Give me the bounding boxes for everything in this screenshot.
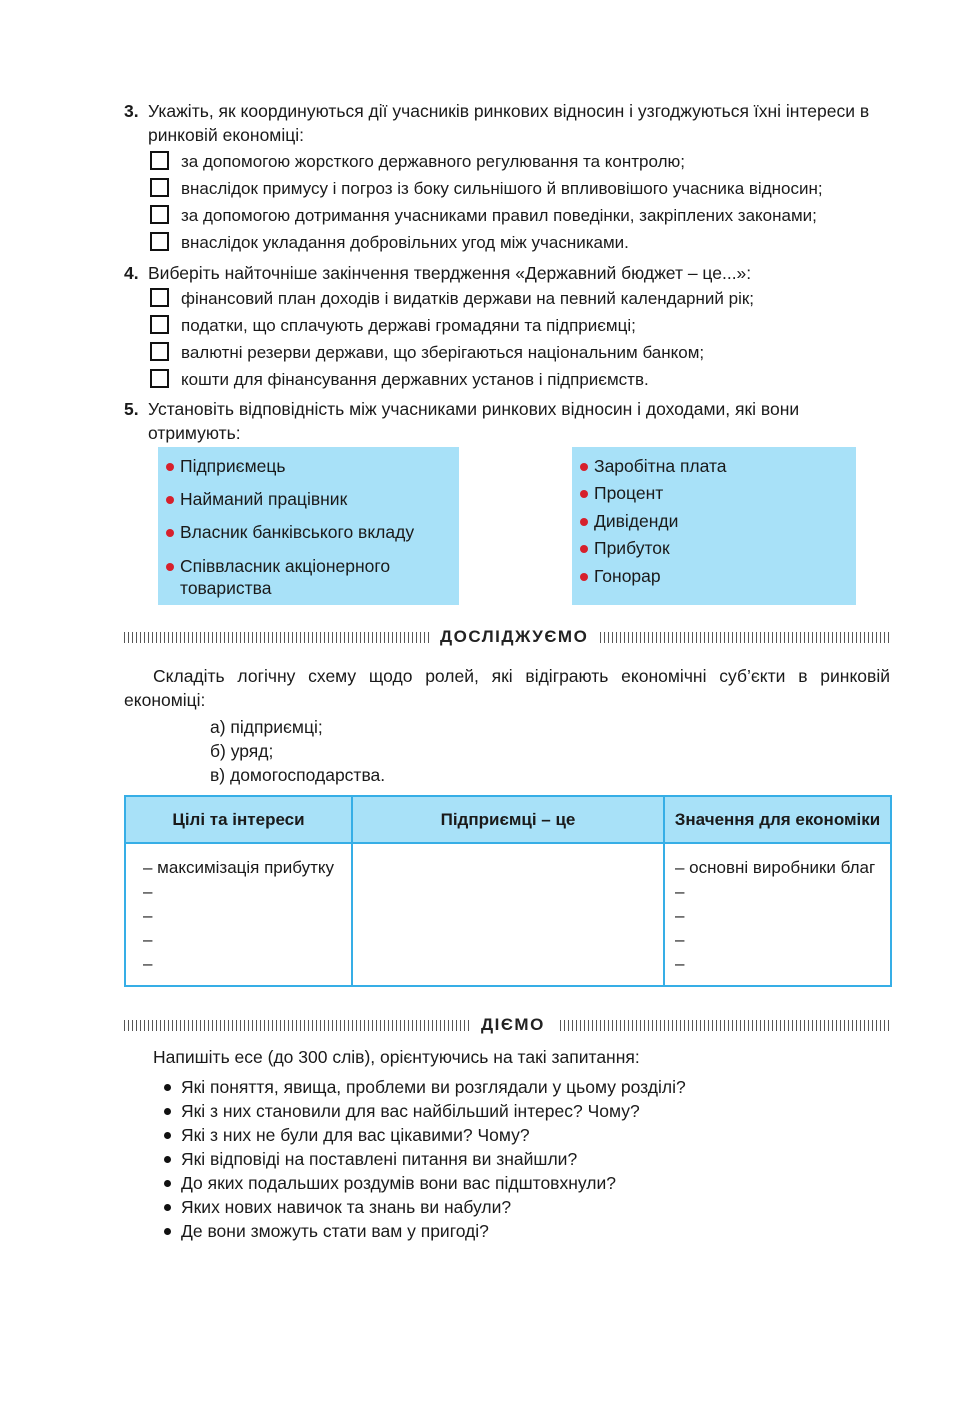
table-cell: – bbox=[675, 930, 685, 949]
question-3 bbox=[124, 99, 894, 147]
divider bbox=[124, 632, 430, 643]
bullet-icon bbox=[166, 463, 174, 471]
checkbox[interactable] bbox=[150, 369, 169, 388]
question-text: Установіть відповідність між учасниками ринкових відносин і доходами, які вони отримують: bbox=[148, 399, 800, 443]
bullet-icon bbox=[166, 529, 174, 537]
participants-box: Підприємець Найманий працівник Власник банківського вкладу Співвласник акціонерного товариства bbox=[158, 447, 459, 605]
bullet-icon bbox=[580, 490, 588, 498]
table-cell: – bbox=[675, 882, 685, 901]
question-number: 4. bbox=[124, 263, 139, 283]
bullet-icon bbox=[164, 1156, 171, 1163]
table-cell: – bbox=[675, 954, 685, 973]
checkbox[interactable] bbox=[150, 178, 169, 197]
bullet-icon bbox=[580, 518, 588, 526]
act-intro: Напишіть есе (до 300 слів), орієнтуючись на такі запитання: bbox=[153, 1047, 640, 1067]
option-label: податки, що сплачують державі громадяни та підприємці; bbox=[181, 316, 636, 335]
research-item: б) уряд; bbox=[210, 741, 274, 761]
option-label: валютні резерви держави, що зберігаються національним банком; bbox=[181, 343, 705, 362]
question-text: Виберіть найточніше закінчення твердження «Державний бюджет – це...»: bbox=[148, 263, 752, 283]
question-5 bbox=[124, 397, 894, 445]
option-label: внаслідок укладання добровільних угод між учасниками. bbox=[181, 233, 629, 252]
table-cell: – bbox=[143, 906, 153, 925]
table-cell: – bbox=[143, 954, 153, 973]
checkbox[interactable] bbox=[150, 288, 169, 307]
incomes-box: Заробітна плата Процент Дивіденди Прибуток Гонорар bbox=[572, 447, 856, 605]
table-header-cell: Цілі та інтереси bbox=[172, 810, 305, 829]
research-item: в) домогосподарства. bbox=[210, 765, 386, 785]
table-cell: – bbox=[675, 906, 685, 925]
bullet-icon bbox=[580, 545, 588, 553]
roles-table bbox=[124, 795, 892, 987]
option-label: внаслідок примусу і погроз із боку сильнішого й впливовішого учасника відносин; bbox=[181, 179, 823, 198]
divider bbox=[600, 632, 892, 643]
question-4 bbox=[124, 261, 894, 285]
bullet-icon bbox=[166, 563, 174, 571]
bullet-icon bbox=[164, 1180, 171, 1187]
bullet-icon bbox=[164, 1132, 171, 1139]
table-header-cell: Підприємці – це bbox=[440, 810, 576, 829]
table-cell: – bbox=[143, 882, 153, 901]
option-label: за допомогою дотримання учасниками правил поведінки, закріплених законами; bbox=[181, 206, 817, 225]
bullet-icon bbox=[166, 496, 174, 504]
divider bbox=[124, 1020, 470, 1031]
checkbox[interactable] bbox=[150, 232, 169, 251]
divider bbox=[560, 1020, 892, 1031]
checkbox[interactable] bbox=[150, 342, 169, 361]
bullet-icon bbox=[164, 1204, 171, 1211]
bullet-icon bbox=[580, 463, 588, 471]
research-item: а) підприємці; bbox=[210, 717, 323, 737]
table-cell: – bbox=[143, 930, 153, 949]
question-number: 5. bbox=[124, 399, 139, 419]
section-heading-act bbox=[124, 1015, 892, 1035]
checkbox[interactable] bbox=[150, 205, 169, 224]
bullet-icon bbox=[164, 1228, 171, 1235]
section-title: ДОСЛІДЖУЄМО bbox=[440, 627, 589, 646]
table-cell: – максимізація прибутку bbox=[143, 858, 335, 877]
option-label: кошти для фінансування державних установ і підприємств. bbox=[181, 370, 649, 389]
section-heading-research bbox=[124, 627, 892, 647]
bullet-icon bbox=[164, 1108, 171, 1115]
bullet-icon bbox=[164, 1084, 171, 1091]
research-intro: Складіть логічну схему щодо ролей, які відіграють економічні суб’єкти в ринковій економіці: bbox=[124, 666, 890, 710]
table-header-cell: Значення для економіки bbox=[674, 810, 881, 829]
bullet-icon bbox=[580, 573, 588, 581]
checkbox[interactable] bbox=[150, 151, 169, 170]
section-title: ДІЄМО bbox=[481, 1015, 545, 1034]
question-text: Укажіть, як координуються дії учасників ринкових відносин і узгоджуються їхні інтереси в ринковій економіці: bbox=[148, 101, 870, 145]
option-label: фінансовий план доходів і видатків держави на певний календарний рік; bbox=[181, 289, 755, 308]
option-label: за допомогою жорсткого державного регулювання та контролю; bbox=[181, 152, 685, 171]
divider bbox=[124, 842, 892, 844]
checkbox[interactable] bbox=[150, 315, 169, 334]
question-number: 3. bbox=[124, 101, 139, 121]
table-cell: – основні виробники благ bbox=[675, 858, 876, 877]
